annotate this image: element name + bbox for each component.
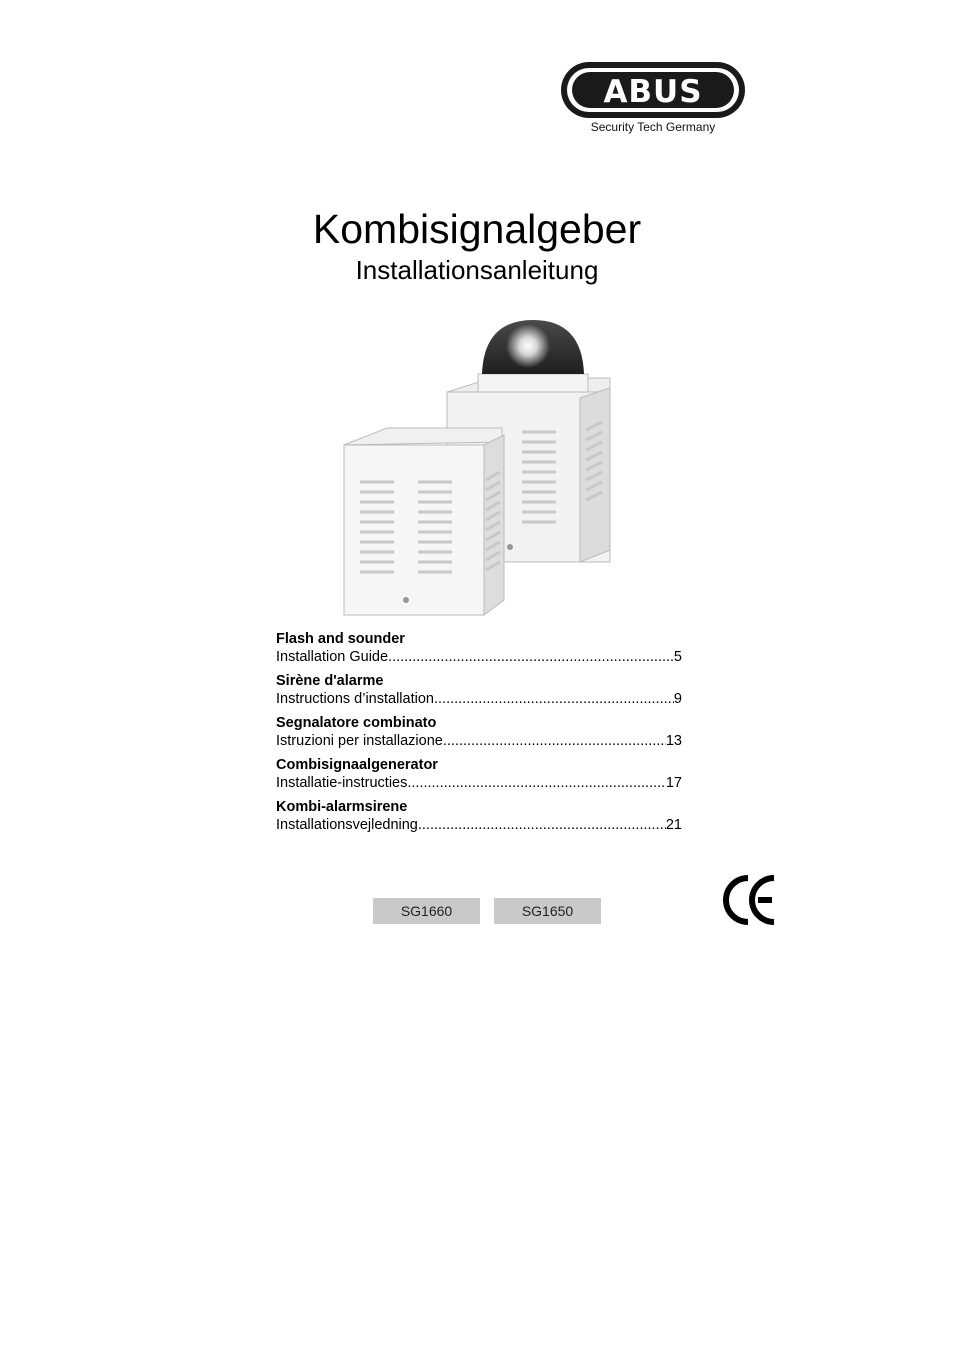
toc-heading: Segnalatore combinato: [276, 715, 437, 731]
toc-page-number: 21: [665, 817, 682, 833]
toc-page-number: 9: [673, 691, 682, 707]
page-title: Kombisignalgeber: [312, 206, 642, 252]
toc-text: Installatie-instructies: [276, 775, 408, 791]
toc-text: Installation Guide: [276, 649, 389, 665]
logo-text: ABUS: [603, 74, 703, 110]
toc-entry-english[interactable]: [276, 630, 682, 666]
toc-entry-dutch[interactable]: [276, 756, 682, 792]
toc-text: Instructions d’installation: [276, 691, 434, 707]
toc-page-number: 5: [673, 649, 682, 665]
toc-text: Istruzioni per installazione: [276, 733, 443, 749]
toc-text: Installationsvejledning: [276, 817, 418, 833]
toc-heading: Sirène d'alarme: [276, 673, 384, 689]
toc-page-number: 13: [665, 733, 682, 749]
product-image: [332, 310, 622, 620]
toc-entry-danish[interactable]: [276, 798, 682, 834]
table-of-contents: [276, 630, 682, 840]
model-badge-sg1660: SG1660: [373, 898, 480, 924]
page-subtitle: Installationsanleitung: [355, 255, 599, 285]
toc-heading: Kombi-alarmsirene: [276, 799, 408, 815]
model-badge-sg1650: SG1650: [494, 898, 601, 924]
ce-mark-icon: [722, 872, 778, 928]
toc-heading: Combisignaalgenerator: [276, 757, 438, 773]
toc-page-number: 17: [665, 775, 682, 791]
toc-entry-italian[interactable]: [276, 714, 682, 750]
logo-tagline: Security Tech Germany: [590, 120, 716, 134]
toc-heading: Flash and sounder: [276, 631, 405, 647]
toc-entry-french[interactable]: [276, 672, 682, 708]
